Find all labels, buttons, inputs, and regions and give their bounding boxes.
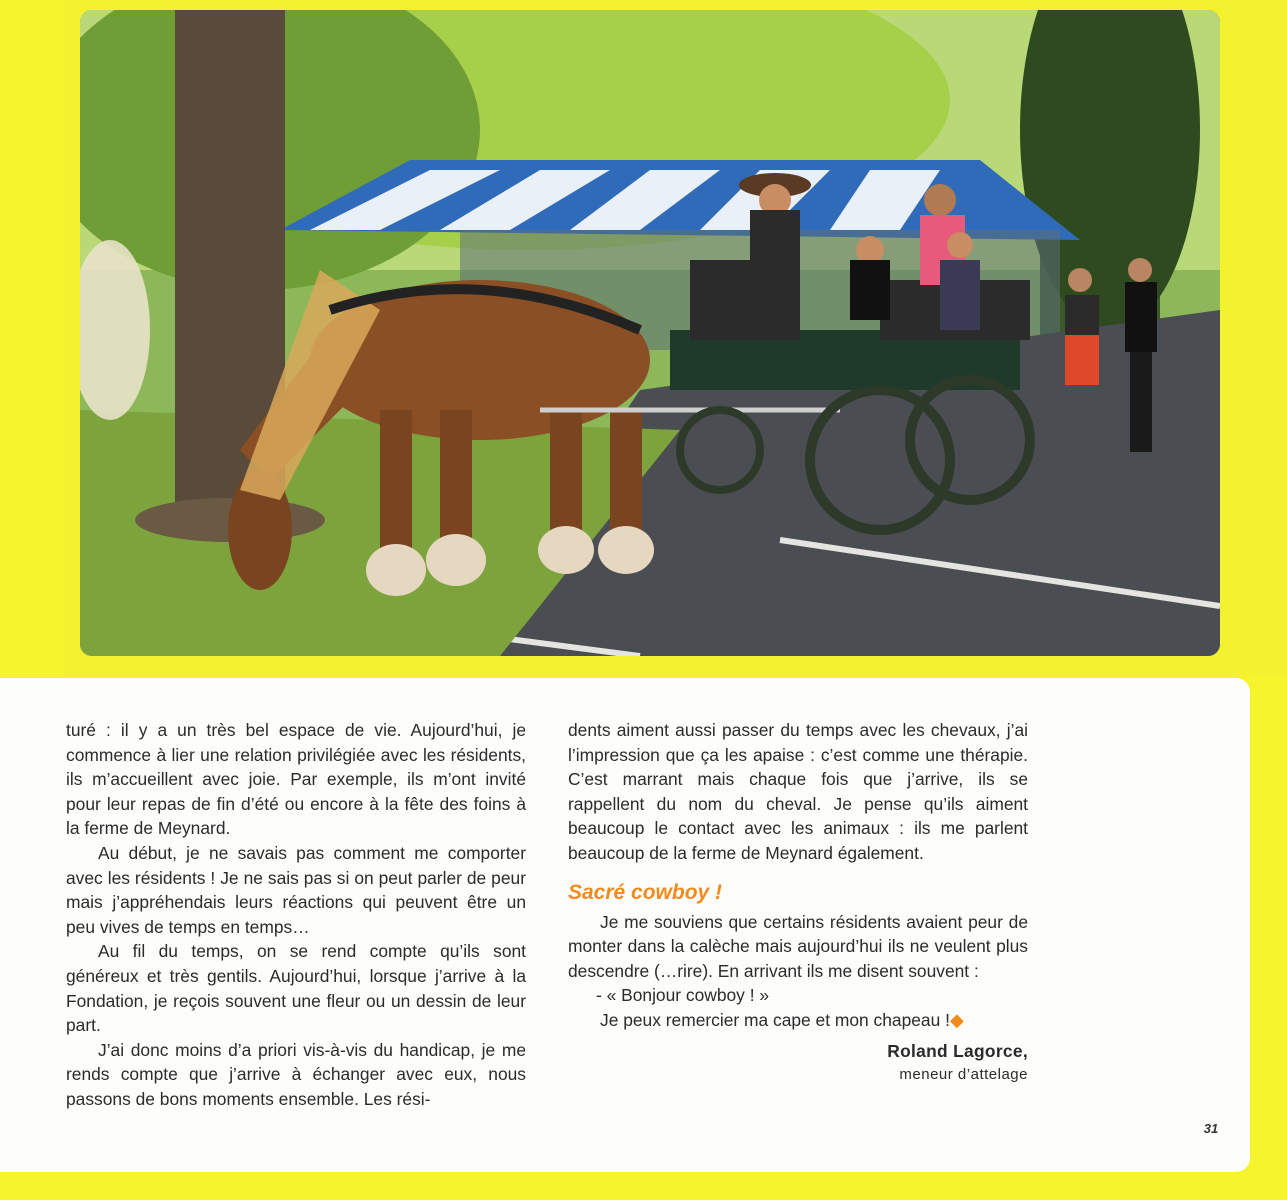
closing-line [568,1008,1028,1033]
diamond-end-icon: ◆ [949,1009,964,1030]
paragraph: Je me souviens que certains résidents avaient peur de monter dans la calèche mais aujourd’hui ils ne veulent plus descendre (…rire). En arrivant ils me disent souvent : [568,911,1028,981]
page-number: 31 [1186,1115,1236,1143]
paragraph: turé : il y a un très bel espace de vie. Aujourd’hui, je commence à lier une relation privilégiée avec les résidents, ils m’accueillent avec joie. Par exemple, ils m’ont invité pour leur repas de fin d’été ou encore à la fête des foins à la ferme de Meynard. [66,720,526,839]
carriage-photo [80,10,1220,656]
dialogue-line: - « Bonjour cowboy ! » [596,985,770,1006]
closing-text: Je peux remercier ma cape et mon chapeau ! [600,1009,950,1030]
signature-role: meneur d’attelage [899,1066,1028,1084]
carriage-photo-illustration [80,10,1220,656]
signature-name: Roland Lagorce, [887,1040,1028,1061]
article-column-right [568,718,1028,1088]
article-column-left [66,718,526,1112]
signature [568,1039,1028,1088]
paragraph: Au début, je ne savais pas comment me comporter avec les résidents ! Je ne sais pas si on peut parler de peur mais j’appréhendais leurs réactions qui peuvent être un peu vives de temps en temps… [66,842,526,937]
paragraph: Au fil du temps, on se rend compte qu’ils sont généreux et très gentils. Aujourd’hui, lorsque j’arrive à la Fondation, je reçois souvent une fleur ou un dessin de leur part. [66,941,526,1036]
yellow-bottom-strip [596,1172,1287,1200]
yellow-gutter [1250,676,1287,1200]
paragraph: dents aiment aussi passer du temps avec les chevaux, j’ai l’impression que ça les apaise : c’est comme une thérapie. C’est marrant mais chaque fois que j’arrive, ils se rappellent du nom du cheval. Je pense qu’ils aiment beaucoup le contact avec les animaux : ils me parlent beaucoup de la ferme de Meynard également. [568,720,1028,863]
section-heading: Sacré cowboy ! [568,880,723,904]
paragraph: J’ai donc moins d’a priori vis-à-vis du handicap, je me rends compte que j’arrive à échanger avec eux, nous passons de bons moments ensemble. Les rési- [66,1039,526,1109]
